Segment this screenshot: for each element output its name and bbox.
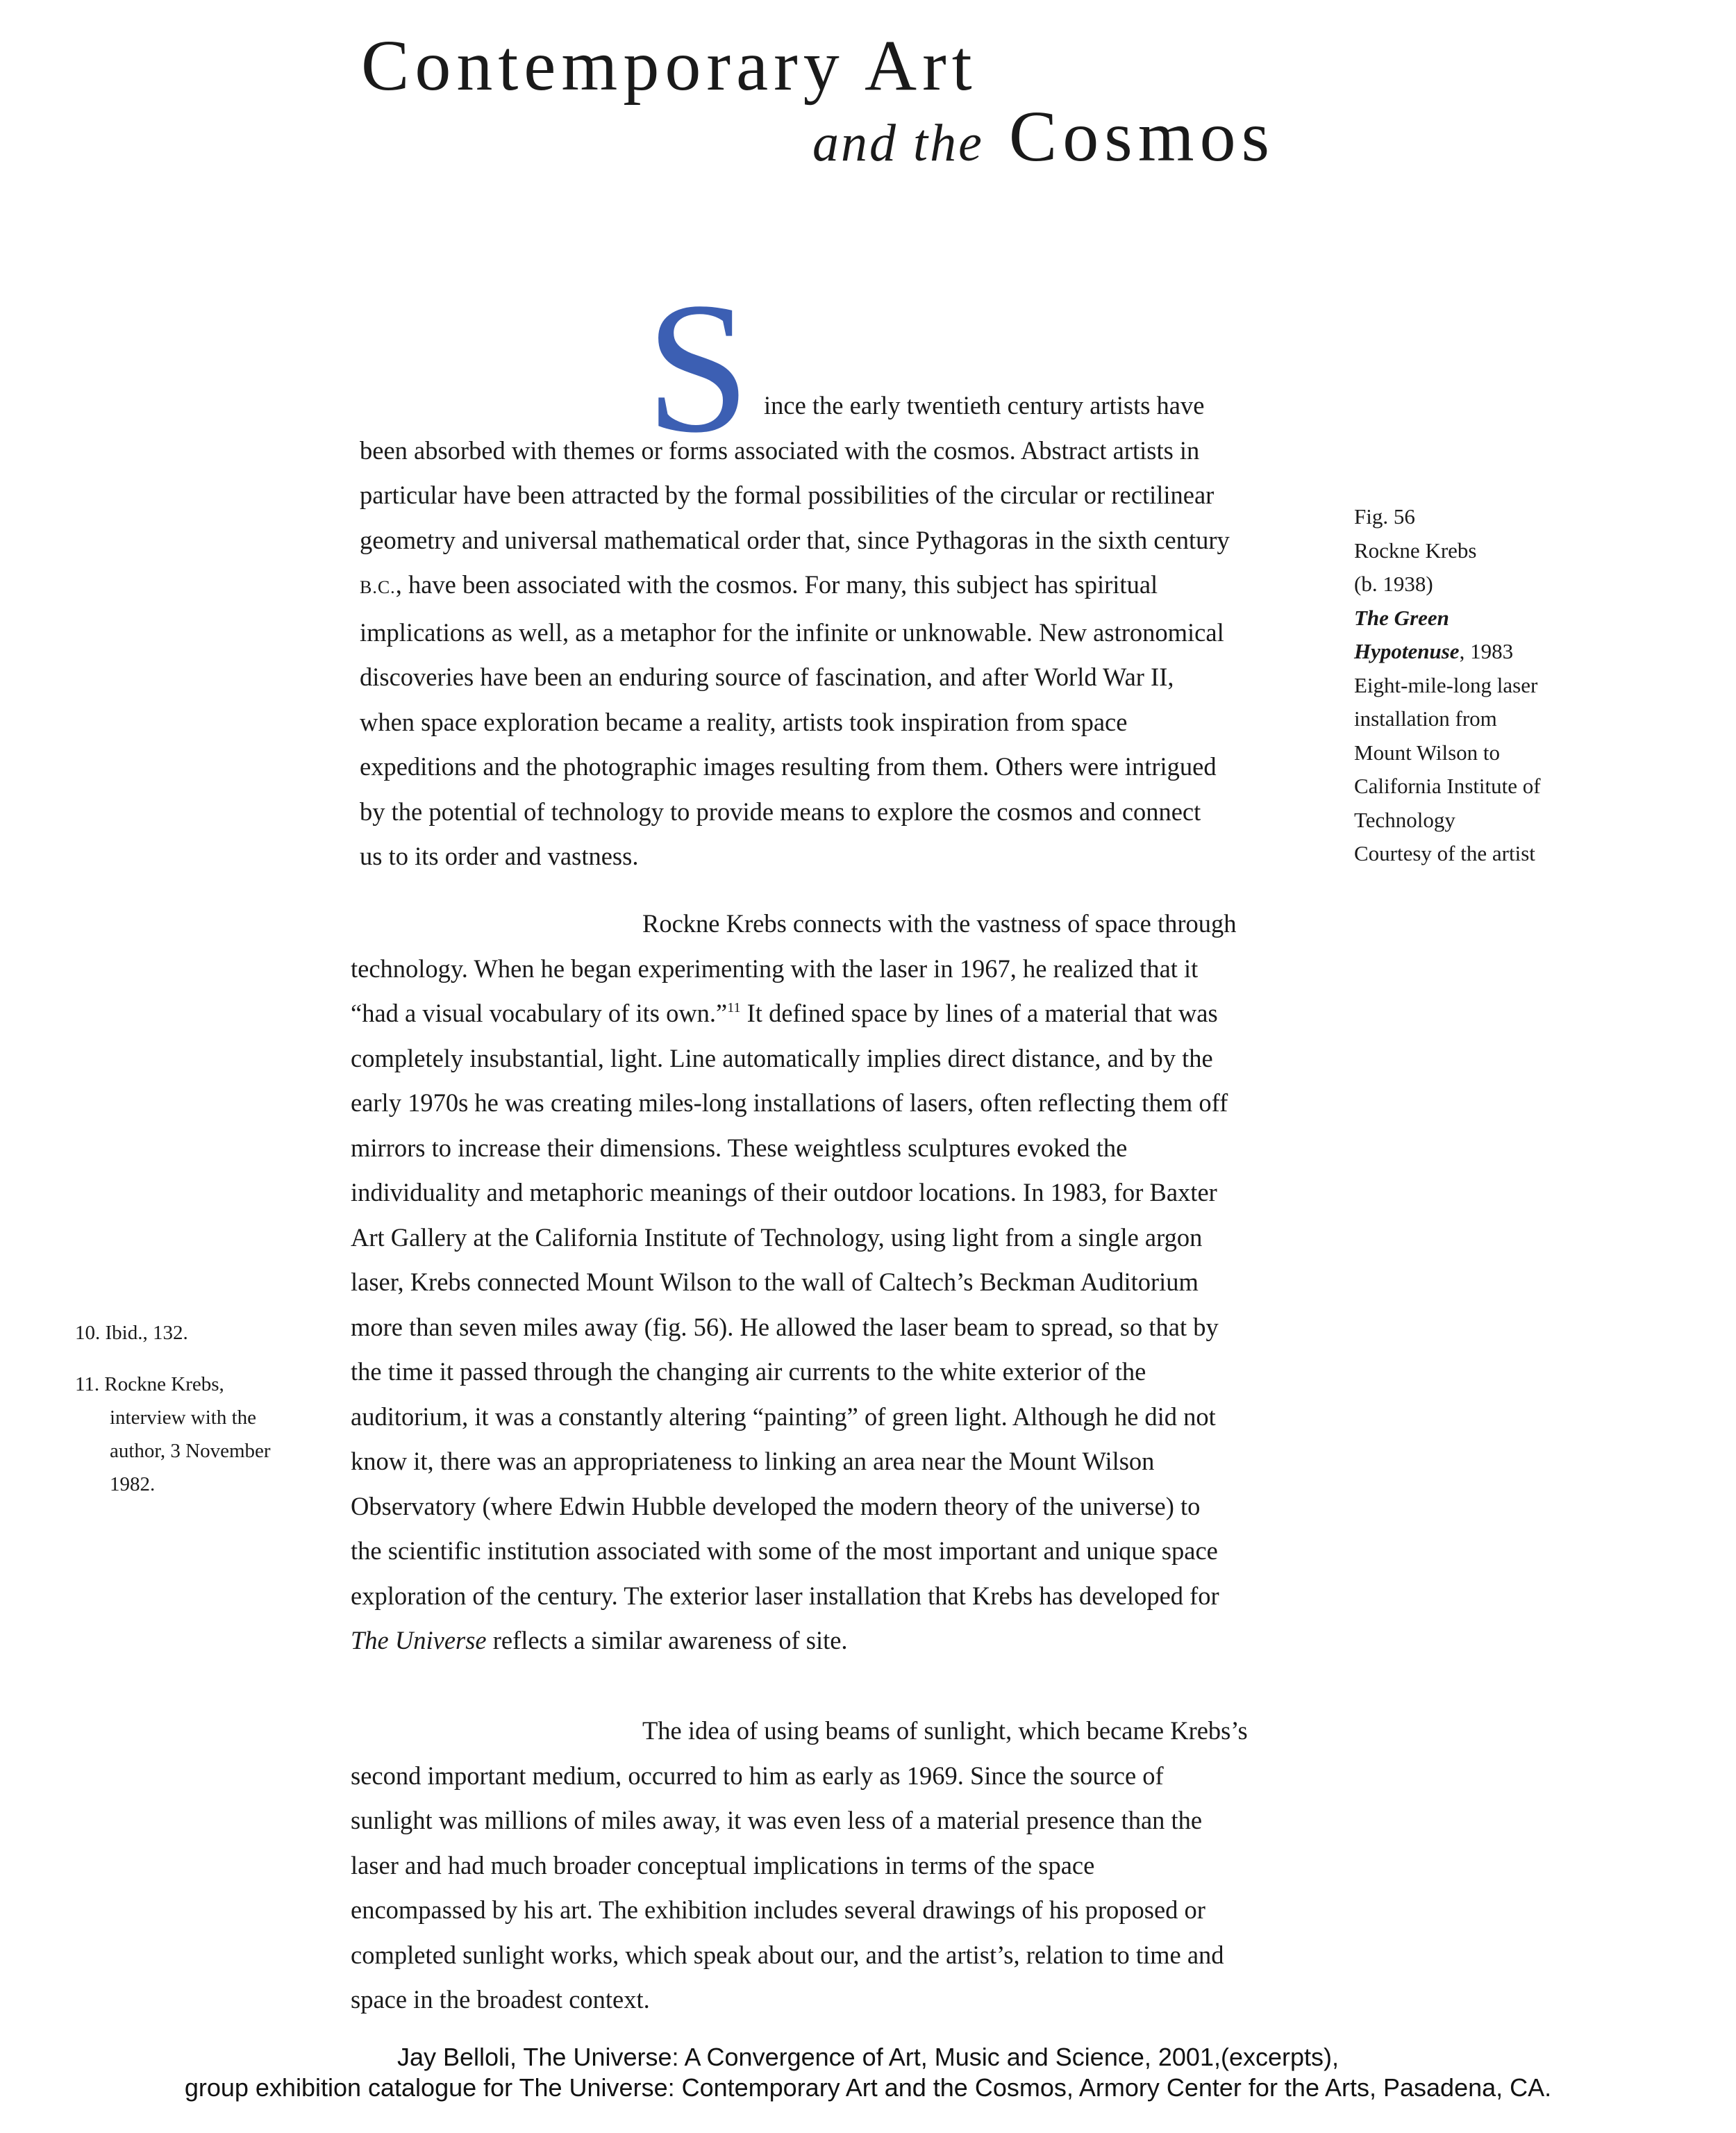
text-line: been absorbed with themes or forms associated with the cosmos. Abstract artists in	[360, 435, 1200, 465]
citation-footer	[0, 2042, 1736, 2103]
text-line: completed sunlight works, which speak about our, and the artist’s, relation to time and	[351, 1940, 1224, 1969]
text-line: exploration of the century. The exterior laser installation that Krebs has developed for	[351, 1581, 1219, 1610]
footnote-11: 11. Rockne Krebs, interview with the author, 3 November 1982.	[75, 1373, 271, 1495]
text-line: auditorium, it was a constantly altering “painting” of green light. Although he did not	[351, 1402, 1216, 1431]
text-line: implications as well, as a metaphor for the infinite or unknowable. New astronomical	[360, 617, 1224, 647]
text-line: geometry and universal mathematical order that, since Pythagoras in the sixth century	[360, 525, 1230, 554]
text-line: space in the broadest context.	[351, 1985, 650, 2014]
text-line: more than seven miles away (fig. 56). He allowed the laser beam to spread, so that by	[351, 1312, 1219, 1341]
text-line: individuality and metaphoric meanings of their outdoor locations. In 1983, for Baxter	[351, 1178, 1217, 1206]
sunlight-paragraph	[351, 1709, 1248, 2023]
text-line: The idea of using beams of sunlight, which became Krebs’s	[642, 1716, 1248, 1745]
text-line: laser and had much broader conceptual implications in terms of the space	[351, 1850, 1095, 1879]
subtitle-connector: and the	[812, 114, 984, 172]
caption-credit: Courtesy of the artist	[1354, 841, 1535, 865]
text-line: second important medium, occurred to him as early as 1969. Since the source of	[351, 1761, 1164, 1790]
caption-title-year: Hypotenuse, 1983	[1354, 639, 1514, 663]
text-line: ince the early twentieth century artists have	[764, 391, 1205, 420]
caption-medium: installation from	[1354, 706, 1497, 731]
text-line: Art Gallery at the California Institute of Technology, using light from a single argon	[351, 1222, 1203, 1252]
text-line: mirrors to increase their dimensions. These weightless sculptures evoked the	[351, 1133, 1128, 1162]
footnote-10: 10. Ibid., 132.	[75, 1322, 188, 1344]
text-line: know it, there was an appropriateness to linking an area near the Mount Wilson	[351, 1447, 1155, 1475]
text-line: when space exploration became a reality, artists took inspiration from space	[360, 707, 1128, 736]
text-line: laser, Krebs connected Mount Wilson to the wall of Caltech’s Beckman Auditorium	[351, 1268, 1199, 1296]
caption-medium: Technology	[1354, 807, 1455, 832]
subtitle-main: Cosmos	[1008, 97, 1276, 176]
intro-paragraph	[360, 383, 1230, 879]
text-line: discoveries have been an enduring source of fascination, and after World War II,	[360, 663, 1174, 691]
small-caps-abbrev: B.C.	[360, 577, 396, 597]
text-line: early 1970s he was creating miles-long installations of lasers, often reflecting them off	[351, 1088, 1228, 1117]
page-title: Contemporary Art	[361, 26, 978, 106]
citation-line: group exhibition catalogue for The Universe: Contemporary Art and the Cosmos, Armory Center for the Arts, Pasadena, CA.	[184, 2073, 1552, 2102]
text-line: encompassed by his art. The exhibition includes several drawings of his proposed or	[351, 1895, 1205, 1924]
figure-caption	[1354, 500, 1541, 871]
text-line: Rockne Krebs connects with the vastness of space through	[642, 909, 1237, 938]
caption-medium: Eight-mile-long laser	[1354, 672, 1538, 697]
text-line: the scientific institution associated with some of the most important and unique space	[351, 1536, 1218, 1565]
krebs-paragraph	[351, 902, 1237, 1663]
text-line: particular have been attracted by the formal possibilities of the circular or rectilinear	[360, 481, 1215, 509]
text-line: “had a visual vocabulary of its own.”$^{11}$ It defined space by lines of a material that was	[351, 999, 1218, 1027]
footnotes	[75, 1316, 271, 1519]
drop-cap: S	[646, 264, 751, 472]
caption-artist: Rockne Krebs	[1354, 538, 1477, 563]
text-line: us to its order and vastness.	[360, 842, 639, 870]
text-line: B.C., have been associated with the cosmos. For many, this subject has spiritual	[360, 570, 1158, 599]
text-line: sunlight was millions of miles away, it was even less of a material presence than the	[351, 1806, 1203, 1834]
text-line: The Universe reflects a similar awareness of site.	[351, 1626, 848, 1654]
caption-title: The Green	[1354, 605, 1449, 630]
text-line: completely insubstantial, light. Line automatically implies direct distance, and by the	[351, 1043, 1213, 1072]
text-line: technology. When he began experimenting with the laser in 1967, he realized that it	[351, 954, 1199, 983]
text-line: expeditions and the photographic images resulting from them. Others were intrigued	[360, 752, 1217, 781]
text-line: by the potential of technology to provide means to explore the cosmos and connect	[360, 797, 1201, 826]
text-line: Observatory (where Edwin Hubble developed the modern theory of the universe) to	[351, 1491, 1201, 1520]
caption-born: (b. 1938)	[1354, 572, 1433, 596]
caption-medium: Mount Wilson to	[1354, 740, 1501, 765]
text-line: the time it passed through the changing air currents to the white exterior of the	[351, 1357, 1146, 1386]
caption-fig-number: Fig. 56	[1354, 504, 1415, 529]
footnote-ref: 11	[727, 1000, 741, 1015]
citation-line: Jay Belloli, The Universe: A Convergence of Art, Music and Science, 2001,(excerpts),	[397, 2043, 1339, 2071]
caption-medium: California Institute of	[1354, 774, 1541, 798]
page-subtitle	[812, 97, 1275, 176]
book-title: The Universe	[351, 1626, 487, 1654]
